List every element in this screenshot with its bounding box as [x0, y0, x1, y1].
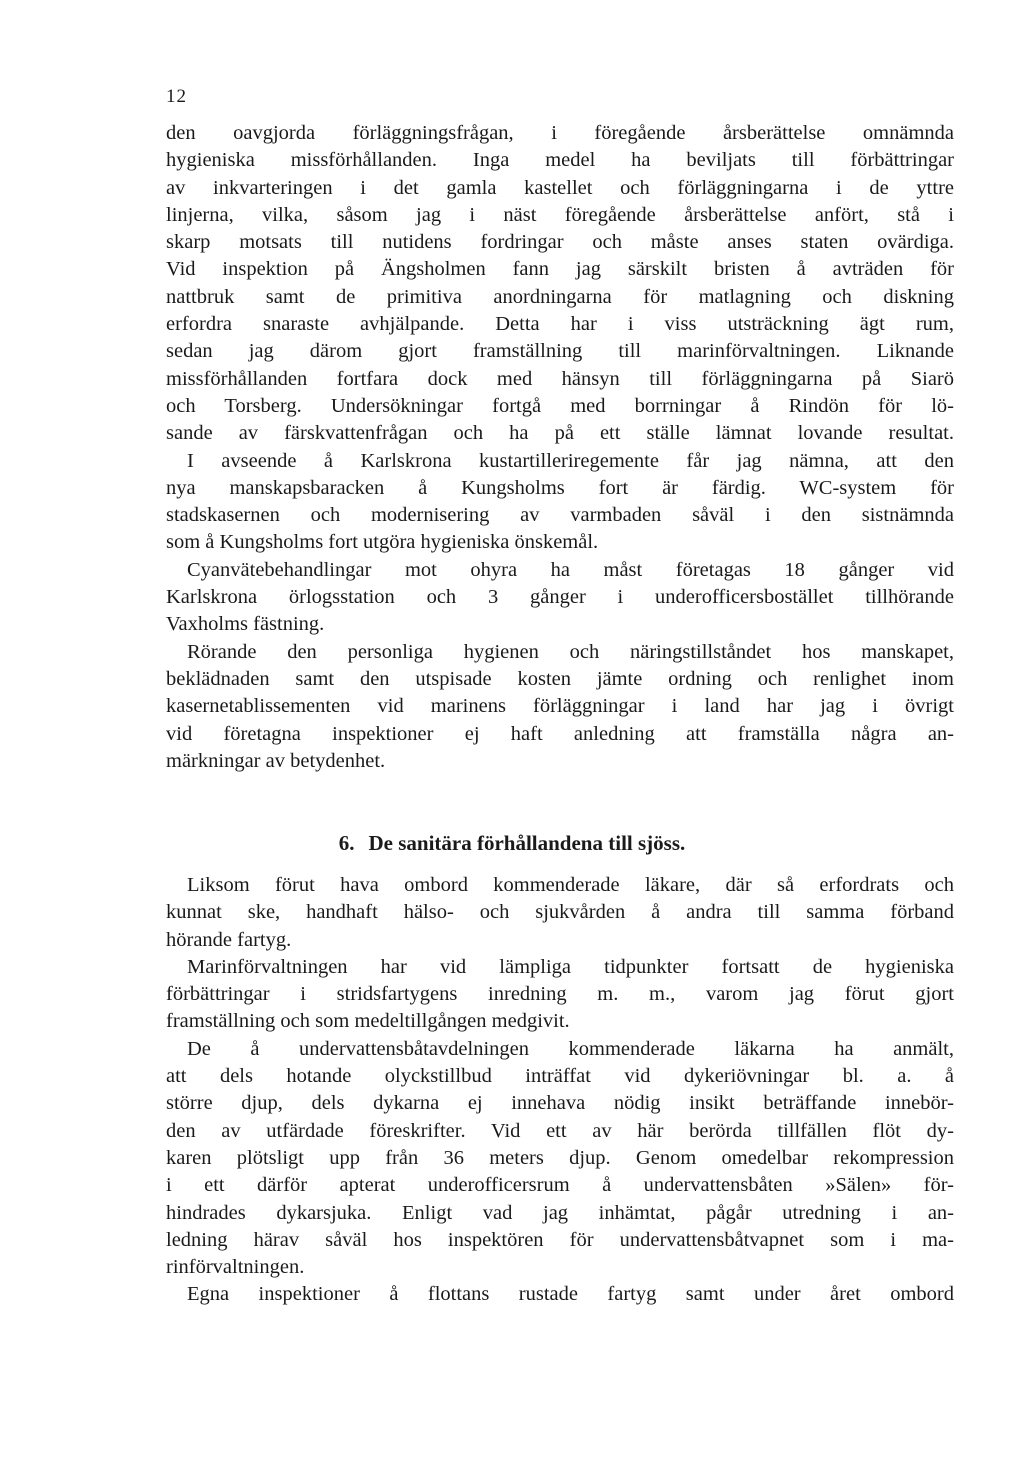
text-line: och Torsberg. Undersökningar fortgå med borrningar å Rindön för lö-	[166, 394, 954, 417]
text-line: skarp motsats till nutidens fordringar och måste anses staten ovärdiga.	[166, 231, 954, 254]
text-line: ledning härav såväl hos inspektören för undervattensbåtvapnet som i ma-	[166, 1228, 954, 1251]
text-line: nattbruk samt de primitiva anordningarna för matlagning och diskning	[166, 285, 954, 308]
text-line: rinförvaltningen.	[166, 1256, 305, 1279]
text-line: vid företagna inspektioner ej haft anledning att framställa några an-	[166, 722, 954, 745]
text-line: beklädnaden samt den utspisade kosten jämte ordning och renlighet inom	[166, 667, 954, 690]
text-line: Vaxholms fästning.	[166, 613, 325, 636]
text-line: I avseende å Karlskrona kustartilleriregemente får jag nämna, att den	[187, 449, 954, 472]
text-line: missförhållanden fortfara dock med hänsyn till förläggningarna på Siarö	[166, 367, 954, 390]
page-number: 12	[166, 86, 187, 107]
text-line: kunnat ske, handhaft hälso- och sjukvården å andra till samma förband	[166, 901, 954, 924]
text-block-1	[166, 120, 954, 775]
text-line: förbättringar i stridsfartygens inredning m. m., varom jag förut gjort	[166, 983, 954, 1006]
text-line: karen plötsligt upp från 36 meters djup. Genom omedelbar rekompression	[166, 1146, 954, 1169]
text-line: hindrades dykarsjuka. Enligt vad jag inhämtat, pågår utredning i an-	[166, 1201, 954, 1224]
section-heading	[0, 829, 1024, 857]
text-line: linjerna, vilka, såsom jag i näst föregående årsberättelse anfört, stå i	[166, 203, 954, 226]
text-line: den oavgjorda förläggningsfrågan, i föregående årsberättelse omnämnda	[166, 122, 954, 144]
text-line: Karlskrona örlogsstation och 3 gånger i underofficersbostället tillhörande	[166, 586, 954, 609]
text-line: nya manskapsbaracken å Kungsholms fort är färdig. WC-system för	[166, 476, 954, 499]
text-line: att dels hotande olyckstillbud inträffat vid dykeriövningar bl. a. å	[166, 1065, 954, 1088]
text-line: Rörande den personliga hygienen och näringstillståndet hos manskapet,	[187, 640, 954, 663]
text-line: hörande fartyg.	[166, 928, 292, 951]
text-block-2	[166, 872, 954, 1309]
text-line: större djup, dels dykarna ej innehava nödig insikt beträffande innebör-	[166, 1092, 954, 1115]
text-line: hygieniska missförhållanden. Inga medel ha beviljats till förbättringar	[166, 149, 954, 172]
text-line: märkningar av betydenhet.	[166, 749, 386, 772]
text-line: Marinförvaltningen har vid lämpliga tidpunkter fortsatt de hygieniska	[187, 955, 954, 978]
text-line: stadskasernen och modernisering av varmbaden såväl i den sistnämnda	[166, 504, 954, 527]
text-line: Cyanvätebehandlingar mot ohyra ha måst företagas 18 gånger vid	[187, 558, 954, 581]
text-line: Vid inspektion på Ängsholmen fann jag särskilt bristen å avträden för	[166, 258, 954, 281]
text-line: sande av färskvattenfrågan och ha på ett ställe lämnat lovande resultat.	[166, 422, 954, 445]
text-line: De å undervattensbåtavdelningen kommenderade läkarna ha anmält,	[187, 1037, 954, 1060]
section-title: De sanitära förhållandena till sjöss.	[368, 831, 686, 855]
text-line: den av utfärdade föreskrifter. Vid ett av här berörda tillfällen flöt dy-	[166, 1119, 954, 1142]
text-line: sedan jag därom gjort framställning till marinförvaltningen. Liknande	[166, 340, 954, 363]
text-line: av inkvarteringen i det gamla kastellet och förläggningarna i de yttre	[166, 176, 954, 199]
text-line: kasernetablissementen vid marinens förläggningar i land har jag i övrigt	[166, 695, 954, 718]
text-line: framställning och som medeltillgången medgivit.	[166, 1010, 570, 1033]
text-line: Egna inspektioner å flottans rustade fartyg samt under året ombord	[187, 1283, 954, 1306]
text-line: erfordra snaraste avhjälpande. Detta har i viss utsträckning ägt rum,	[166, 313, 954, 336]
text-line: som å Kungsholms fort utgöra hygieniska önskemål.	[166, 531, 599, 554]
text-line: Liksom förut hava ombord kommenderade läkare, där så erfordrats och	[187, 874, 954, 896]
text-line: i ett därför apterat underofficersrum å undervattensbåten »Sälen» för-	[166, 1174, 954, 1197]
section-number: 6.	[338, 831, 355, 855]
